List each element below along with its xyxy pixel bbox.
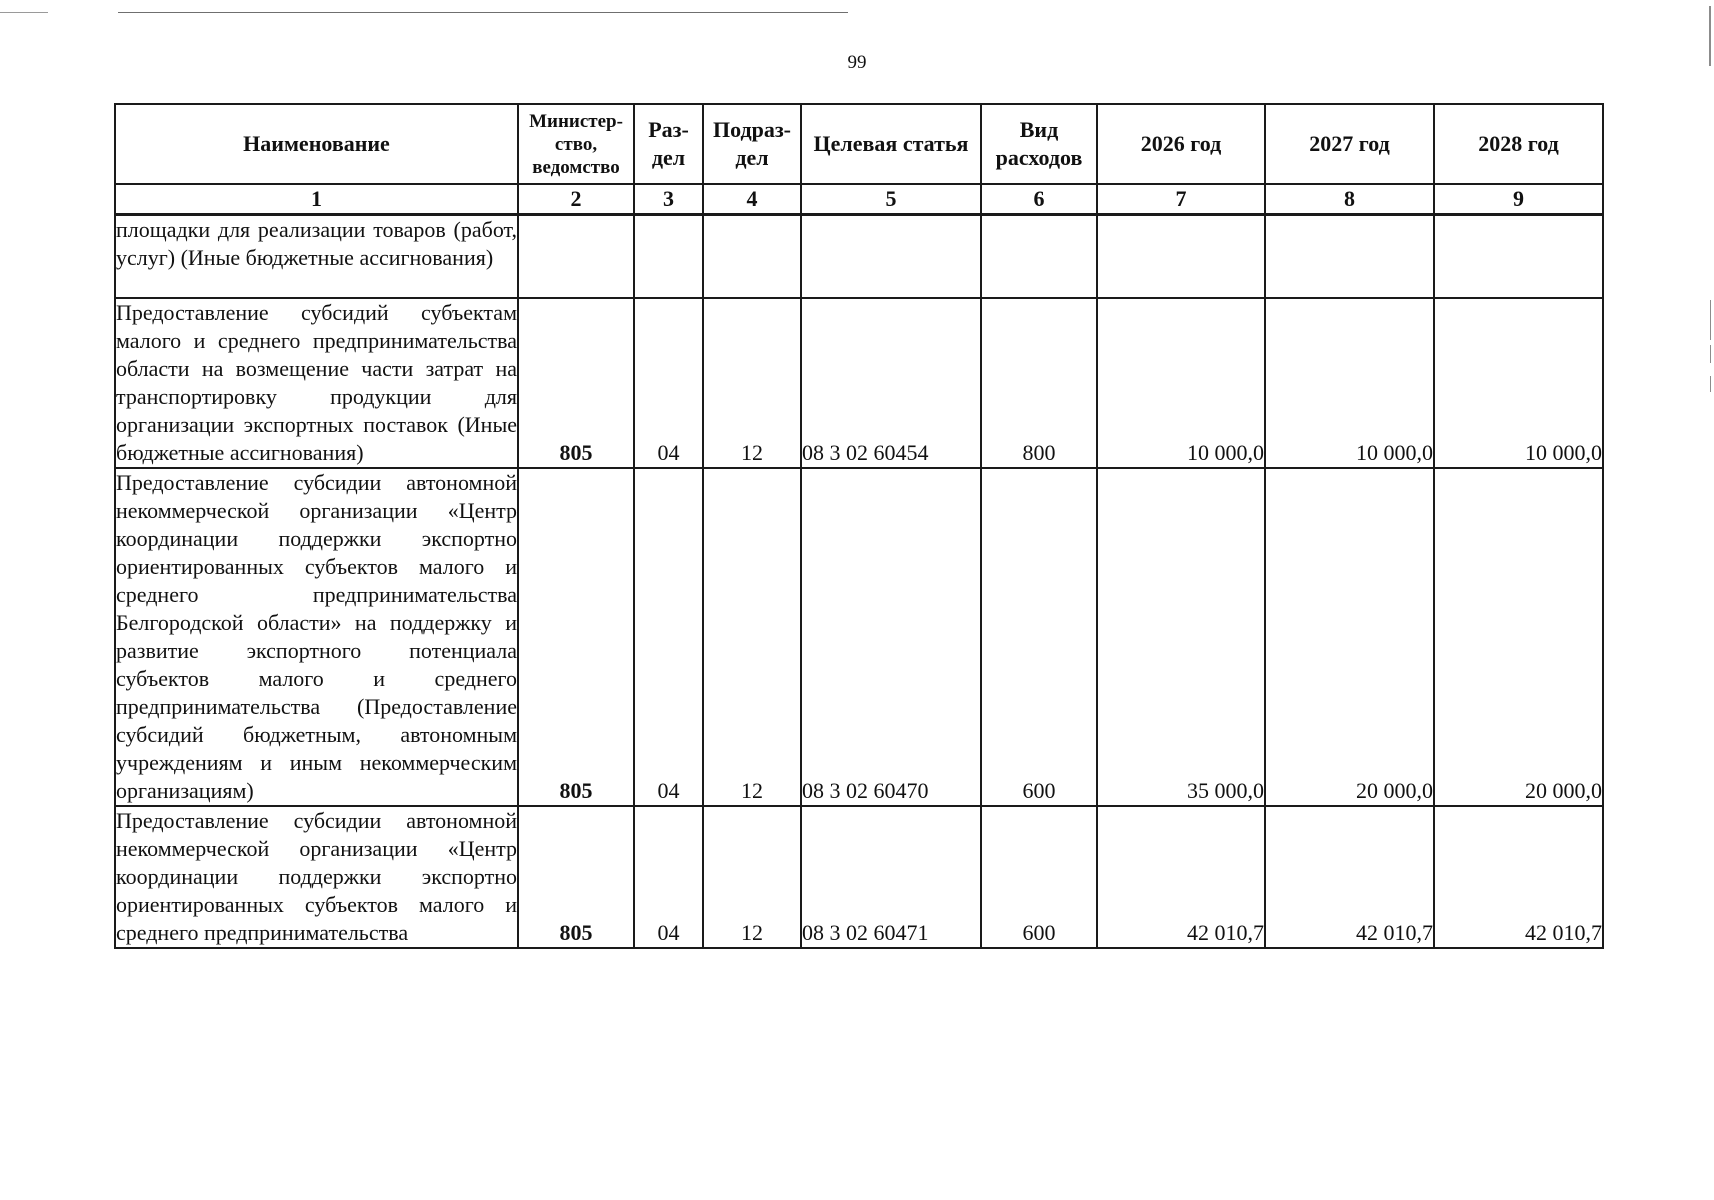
table-header [115,104,1603,184]
row-amount-2026 [1097,215,1265,298]
table-row [115,806,1603,948]
column-number: 2 [518,184,634,215]
header-subsection: Подраз-дел [703,104,801,184]
header-section: Раз-дел [634,104,703,184]
row-amount-2028 [1434,215,1603,298]
column-number: 7 [1097,184,1265,215]
row-amount-2027: 10 000,0 [1265,298,1434,468]
column-number: 6 [981,184,1097,215]
row-subsection: 12 [703,806,801,948]
header-name: Наименование [115,104,518,184]
row-subsection: 12 [703,468,801,806]
row-target: 08 3 02 60471 [801,806,981,948]
header-year-2027: 2027 год [1265,104,1434,184]
row-ministry: 805 [518,468,634,806]
header-target: Целевая статья [801,104,981,184]
column-number: 9 [1434,184,1603,215]
row-section [634,215,703,298]
row-name: Предоставление субсидий субъектам малого и среднего предпринимательства области на возмещение части затрат на транспортировку продукции для организации экспортных поставок (Иные бюджетные ассигнования) [115,298,518,468]
row-amount-2026: 42 010,7 [1097,806,1265,948]
row-ministry: 805 [518,806,634,948]
row-target [801,215,981,298]
row-amount-2028: 10 000,0 [1434,298,1603,468]
column-number: 4 [703,184,801,215]
row-name: Предоставление субсидии автономной некоммерческой организации «Центр координации поддержки экспортно ориентированных субъектов малого и среднего предпринимательства Белгородской области» на поддержку и развитие экспортного потенциала субъектов малого и среднего предпринимательства (Предоставление субсидий бюджетным, автономным учреждениям и иным некоммерческим организациям) [115,468,518,806]
row-name: Предоставление субсидии автономной некоммерческой организации «Центр координации поддержки экспортно ориентированных субъектов малого и среднего предпринимательства [115,806,518,948]
row-amount-2027 [1265,215,1434,298]
scan-artifact-edge [1710,376,1711,392]
row-expense-type [981,215,1097,298]
budget-table [114,103,1604,949]
row-expense-type: 800 [981,298,1097,468]
column-number: 5 [801,184,981,215]
scan-artifact-edge [1710,345,1711,363]
column-number: 8 [1265,184,1434,215]
row-amount-2028: 42 010,7 [1434,806,1603,948]
header-expense-type: Вид расходов [981,104,1097,184]
scan-artifact-line [0,12,48,13]
row-expense-type: 600 [981,468,1097,806]
table-row [115,298,1603,468]
row-section: 04 [634,806,703,948]
scan-artifact-line [118,12,848,13]
row-amount-2027: 42 010,7 [1265,806,1434,948]
row-target: 08 3 02 60470 [801,468,981,806]
row-name: площадки для реализации товаров (работ, услуг) (Иные бюджетные ассигнования) [115,215,518,298]
row-subsection: 12 [703,298,801,468]
column-number-row [115,184,1603,215]
header-ministry: Министер-ство, ведомство [518,104,634,184]
row-subsection [703,215,801,298]
column-number: 3 [634,184,703,215]
header-row [115,104,1603,184]
header-year-2028: 2028 год [1434,104,1603,184]
scan-artifact-edge [1710,300,1711,340]
column-number: 1 [115,184,518,215]
header-year-2026: 2026 год [1097,104,1265,184]
row-amount-2027: 20 000,0 [1265,468,1434,806]
row-ministry: 805 [518,298,634,468]
row-section: 04 [634,298,703,468]
row-ministry [518,215,634,298]
row-section: 04 [634,468,703,806]
row-expense-type: 600 [981,806,1097,948]
row-amount-2028: 20 000,0 [1434,468,1603,806]
table-row [115,215,1603,298]
row-amount-2026: 10 000,0 [1097,298,1265,468]
table-body [115,184,1603,948]
page-number: 99 [847,52,867,73]
table-row [115,468,1603,806]
row-amount-2026: 35 000,0 [1097,468,1265,806]
row-target: 08 3 02 60454 [801,298,981,468]
